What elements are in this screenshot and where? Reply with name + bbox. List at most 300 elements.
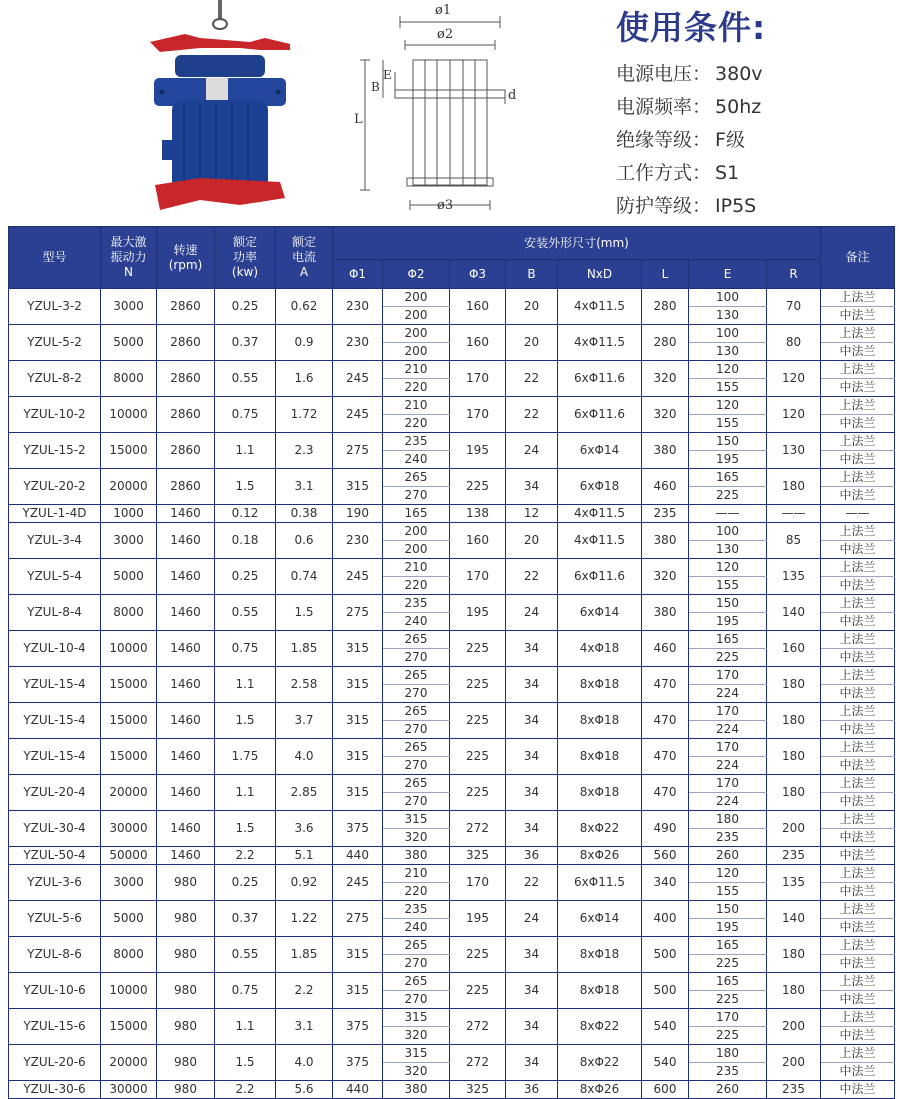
cell-remark: 上法兰 — [821, 631, 895, 649]
cell-l: 460 — [642, 631, 689, 667]
cell-phi1: 315 — [333, 631, 383, 667]
cell-speed: 980 — [157, 901, 215, 937]
force-line2: 振动力 — [110, 250, 147, 264]
cell-phi3: 160 — [450, 289, 506, 325]
cell-model: YZUL-15-2 — [9, 433, 101, 469]
cell-nxd: 4xΦ11.5 — [558, 505, 642, 523]
cell-power: 0.55 — [215, 361, 276, 397]
table-row — [9, 973, 895, 991]
cell-force: 15000 — [101, 739, 157, 775]
cell-b: 34 — [506, 811, 558, 847]
cell-speed: 1460 — [157, 559, 215, 595]
cell-phi2: 220 — [383, 415, 450, 433]
cell-phi2: 380 — [383, 1081, 450, 1099]
cell-nxd: 6xΦ14 — [558, 433, 642, 469]
cell-nxd: 8xΦ18 — [558, 775, 642, 811]
cell-current: 3.7 — [276, 703, 333, 739]
cell-remark: 上法兰 — [821, 703, 895, 721]
power-line2: 功率 — [232, 250, 257, 264]
cell-e: 170 — [689, 667, 767, 685]
cell-force: 5000 — [101, 325, 157, 361]
cell-e: 165 — [689, 469, 767, 487]
cell-force: 20000 — [101, 775, 157, 811]
cell-r: 180 — [767, 775, 821, 811]
cell-phi1: 230 — [333, 325, 383, 361]
cell-model: YZUL-5-2 — [9, 325, 101, 361]
cell-r: 70 — [767, 289, 821, 325]
cell-l: 470 — [642, 703, 689, 739]
cell-remark: 上法兰 — [821, 433, 895, 451]
cell-phi2: 315 — [383, 1045, 450, 1063]
cell-model: YZUL-8-2 — [9, 361, 101, 397]
table-row — [9, 667, 895, 685]
label-phi1: ø1 — [435, 3, 452, 18]
cell-r: 235 — [767, 847, 821, 865]
cell-model: YZUL-10-2 — [9, 397, 101, 433]
cell-phi1: 440 — [333, 1081, 383, 1099]
cell-phi2: 200 — [383, 289, 450, 307]
speed-line1: 转速 — [173, 242, 198, 257]
table-row — [9, 811, 895, 829]
cell-phi1: 315 — [333, 469, 383, 505]
cell-phi2: 380 — [383, 847, 450, 865]
cell-model: YZUL-10-4 — [9, 631, 101, 667]
cell-force: 30000 — [101, 811, 157, 847]
cell-current: 1.5 — [276, 595, 333, 631]
cell-remark: 上法兰 — [821, 559, 895, 577]
cell-model: YZUL-15-4 — [9, 739, 101, 775]
cell-remark: 中法兰 — [821, 721, 895, 739]
cell-phi2: 210 — [383, 865, 450, 883]
cell-phi3: 138 — [450, 505, 506, 523]
cell-nxd: 6xΦ11.5 — [558, 865, 642, 901]
cell-phi3: 170 — [450, 865, 506, 901]
col-model: 型号 — [9, 227, 101, 289]
cell-speed: 2860 — [157, 325, 215, 361]
cell-power: 1.5 — [215, 1045, 276, 1081]
cell-b: 36 — [506, 847, 558, 865]
cell-phi3: 225 — [450, 973, 506, 1009]
cell-current: 5.6 — [276, 1081, 333, 1099]
cell-phi2: 270 — [383, 721, 450, 739]
cell-power: 0.75 — [215, 631, 276, 667]
cell-current: 2.58 — [276, 667, 333, 703]
cell-remark: 中法兰 — [821, 541, 895, 559]
cell-l: 280 — [642, 325, 689, 361]
cell-l: 380 — [642, 523, 689, 559]
cell-b: 22 — [506, 397, 558, 433]
condition-label: 电源频率： — [616, 96, 712, 118]
cell-model: YZUL-10-6 — [9, 973, 101, 1009]
condition-insulation — [616, 124, 900, 157]
cell-r: 180 — [767, 937, 821, 973]
cell-power: 2.2 — [215, 1081, 276, 1099]
cell-r: —— — [767, 505, 821, 523]
cell-remark: 中法兰 — [821, 757, 895, 775]
cell-speed: 2860 — [157, 361, 215, 397]
col-dims-group: 安装外形尺寸(mm) — [333, 227, 821, 260]
cell-b: 36 — [506, 1081, 558, 1099]
cell-phi2: 270 — [383, 649, 450, 667]
table-row — [9, 289, 895, 307]
cell-phi3: 170 — [450, 397, 506, 433]
cell-b: 12 — [506, 505, 558, 523]
table-row — [9, 559, 895, 577]
cell-nxd: 8xΦ26 — [558, 1081, 642, 1099]
cell-force: 8000 — [101, 595, 157, 631]
cell-current: 1.72 — [276, 397, 333, 433]
cell-current: 0.6 — [276, 523, 333, 559]
cell-nxd: 6xΦ18 — [558, 469, 642, 505]
label-phi2: ø2 — [437, 27, 454, 42]
cell-e: 165 — [689, 631, 767, 649]
cell-e: 224 — [689, 721, 767, 739]
cell-r: 180 — [767, 667, 821, 703]
cell-speed: 1460 — [157, 703, 215, 739]
cell-current: 0.9 — [276, 325, 333, 361]
cell-l: 600 — [642, 1081, 689, 1099]
cell-r: 130 — [767, 433, 821, 469]
cell-remark: 上法兰 — [821, 901, 895, 919]
cell-b: 24 — [506, 595, 558, 631]
cell-phi3: 225 — [450, 469, 506, 505]
cell-current: 2.85 — [276, 775, 333, 811]
cell-force: 10000 — [101, 397, 157, 433]
cell-power: 0.55 — [215, 595, 276, 631]
cell-e: 195 — [689, 451, 767, 469]
cell-remark: 中法兰 — [821, 343, 895, 361]
cell-phi2: 220 — [383, 883, 450, 901]
table-row — [9, 937, 895, 955]
cell-l: 380 — [642, 595, 689, 631]
cell-phi2: 235 — [383, 433, 450, 451]
cell-phi2: 240 — [383, 919, 450, 937]
cell-force: 50000 — [101, 847, 157, 865]
cell-phi2: 265 — [383, 775, 450, 793]
cell-phi2: 270 — [383, 991, 450, 1009]
cell-remark: 中法兰 — [821, 793, 895, 811]
cell-current: 3.6 — [276, 811, 333, 847]
cell-phi3: 272 — [450, 811, 506, 847]
table-row — [9, 739, 895, 757]
cell-power: 0.37 — [215, 901, 276, 937]
table-row — [9, 865, 895, 883]
cell-b: 34 — [506, 775, 558, 811]
cell-current: 5.1 — [276, 847, 333, 865]
cell-e: 235 — [689, 829, 767, 847]
table-row — [9, 1009, 895, 1027]
cell-r: 200 — [767, 1009, 821, 1045]
cell-power: 0.75 — [215, 973, 276, 1009]
cell-nxd: 8xΦ22 — [558, 811, 642, 847]
spec-table — [8, 226, 895, 1099]
table-row — [9, 703, 895, 721]
cell-model: YZUL-20-6 — [9, 1045, 101, 1081]
cell-e: 150 — [689, 595, 767, 613]
cell-b: 24 — [506, 901, 558, 937]
cell-power: 2.2 — [215, 847, 276, 865]
cell-phi2: 265 — [383, 937, 450, 955]
cell-r: 120 — [767, 361, 821, 397]
cell-phi1: 315 — [333, 703, 383, 739]
cell-speed: 1460 — [157, 595, 215, 631]
cell-r: 85 — [767, 523, 821, 559]
cell-e: 180 — [689, 811, 767, 829]
cell-e: 155 — [689, 379, 767, 397]
cell-nxd: 8xΦ18 — [558, 937, 642, 973]
cell-phi3: 225 — [450, 937, 506, 973]
cell-model: YZUL-50-4 — [9, 847, 101, 865]
cell-r: 135 — [767, 865, 821, 901]
cell-remark: 中法兰 — [821, 847, 895, 865]
cell-model: YZUL-30-6 — [9, 1081, 101, 1099]
cell-model: YZUL-30-4 — [9, 811, 101, 847]
cell-e: 225 — [689, 649, 767, 667]
col-current — [276, 227, 333, 289]
cell-e: 150 — [689, 901, 767, 919]
cell-remark: 中法兰 — [821, 577, 895, 595]
cell-current: 0.38 — [276, 505, 333, 523]
cell-phi1: 315 — [333, 973, 383, 1009]
cell-e: 165 — [689, 937, 767, 955]
speed-line2: (rpm) — [168, 257, 203, 272]
cell-e: 170 — [689, 1009, 767, 1027]
cell-phi3: 325 — [450, 847, 506, 865]
label-d: d — [508, 88, 517, 103]
cell-power: 1.1 — [215, 1009, 276, 1045]
cell-speed: 1460 — [157, 739, 215, 775]
table-row — [9, 775, 895, 793]
cell-r: 135 — [767, 559, 821, 595]
cell-current: 0.92 — [276, 865, 333, 901]
cell-e: 120 — [689, 865, 767, 883]
cell-phi1: 245 — [333, 559, 383, 595]
cell-e: 120 — [689, 397, 767, 415]
cell-model: YZUL-8-6 — [9, 937, 101, 973]
cell-phi2: 315 — [383, 811, 450, 829]
cell-e: 225 — [689, 991, 767, 1009]
cell-phi1: 275 — [333, 595, 383, 631]
condition-frequency — [616, 91, 900, 124]
cell-r: 180 — [767, 739, 821, 775]
cell-e: 170 — [689, 739, 767, 757]
power-line3: (kw) — [231, 265, 259, 279]
header-row — [9, 227, 895, 260]
condition-value: S1 — [715, 162, 740, 184]
cell-force: 15000 — [101, 667, 157, 703]
cell-phi3: 225 — [450, 667, 506, 703]
cell-remark: 上法兰 — [821, 397, 895, 415]
cell-nxd: 6xΦ11.6 — [558, 361, 642, 397]
cell-b: 34 — [506, 631, 558, 667]
cell-e: 130 — [689, 541, 767, 559]
cell-phi1: 315 — [333, 937, 383, 973]
cell-nxd: 4xΦ18 — [558, 631, 642, 667]
cell-phi1: 245 — [333, 865, 383, 901]
cell-remark: 上法兰 — [821, 973, 895, 991]
spec-table-body — [9, 289, 895, 1099]
cell-l: 470 — [642, 739, 689, 775]
cell-phi3: 195 — [450, 433, 506, 469]
cell-remark: —— — [821, 505, 895, 523]
table-row — [9, 397, 895, 415]
cell-current: 3.1 — [276, 1009, 333, 1045]
cell-l: 500 — [642, 973, 689, 1009]
cell-power: 0.25 — [215, 289, 276, 325]
cell-phi3: 225 — [450, 703, 506, 739]
cell-phi1: 245 — [333, 361, 383, 397]
cell-power: 0.18 — [215, 523, 276, 559]
cell-remark: 中法兰 — [821, 919, 895, 937]
cell-remark: 中法兰 — [821, 685, 895, 703]
col-phi3: Φ3 — [450, 260, 506, 289]
cell-remark: 中法兰 — [821, 883, 895, 901]
cell-remark: 中法兰 — [821, 1027, 895, 1045]
cell-phi3: 160 — [450, 523, 506, 559]
cell-remark: 上法兰 — [821, 667, 895, 685]
cell-b: 22 — [506, 361, 558, 397]
cell-remark: 中法兰 — [821, 991, 895, 1009]
power-line1: 额定 — [232, 235, 257, 249]
table-row — [9, 523, 895, 541]
cell-e: 224 — [689, 793, 767, 811]
cell-e: 150 — [689, 433, 767, 451]
cell-r: 180 — [767, 469, 821, 505]
cell-remark: 上法兰 — [821, 1045, 895, 1063]
cell-l: 235 — [642, 505, 689, 523]
cell-nxd: 8xΦ22 — [558, 1009, 642, 1045]
cell-phi3: 272 — [450, 1009, 506, 1045]
table-row — [9, 1045, 895, 1063]
cell-power: 1.75 — [215, 739, 276, 775]
cell-nxd: 4xΦ11.5 — [558, 523, 642, 559]
cell-force: 8000 — [101, 361, 157, 397]
cell-e: 130 — [689, 343, 767, 361]
cell-speed: 2860 — [157, 289, 215, 325]
cell-speed: 980 — [157, 1045, 215, 1081]
cell-e: 225 — [689, 487, 767, 505]
cell-nxd: 4xΦ11.5 — [558, 325, 642, 361]
cell-r: 180 — [767, 703, 821, 739]
cell-e: 155 — [689, 883, 767, 901]
cell-force: 10000 — [101, 631, 157, 667]
cell-l: 280 — [642, 289, 689, 325]
cell-r: 235 — [767, 1081, 821, 1099]
cell-power: 1.1 — [215, 775, 276, 811]
cell-e: 130 — [689, 307, 767, 325]
col-phi2: Φ2 — [383, 260, 450, 289]
cell-phi3: 225 — [450, 739, 506, 775]
cell-e: —— — [689, 505, 767, 523]
cell-force: 1000 — [101, 505, 157, 523]
cell-l: 460 — [642, 469, 689, 505]
cell-b: 34 — [506, 667, 558, 703]
cell-e: 100 — [689, 289, 767, 307]
cell-e: 100 — [689, 325, 767, 343]
cell-force: 3000 — [101, 289, 157, 325]
cell-e: 165 — [689, 973, 767, 991]
cell-model: YZUL-15-4 — [9, 667, 101, 703]
cell-phi2: 200 — [383, 541, 450, 559]
col-e: E — [689, 260, 767, 289]
condition-label: 绝缘等级： — [616, 129, 712, 151]
cell-phi1: 375 — [333, 1045, 383, 1081]
cell-l: 340 — [642, 865, 689, 901]
cell-speed: 1460 — [157, 811, 215, 847]
cell-model: YZUL-1-4D — [9, 505, 101, 523]
cell-force: 15000 — [101, 703, 157, 739]
cell-phi2: 270 — [383, 487, 450, 505]
condition-label: 防护等级： — [616, 195, 712, 217]
col-l: L — [642, 260, 689, 289]
cell-b: 22 — [506, 559, 558, 595]
cell-power: 0.25 — [215, 865, 276, 901]
cell-remark: 上法兰 — [821, 937, 895, 955]
cell-r: 140 — [767, 901, 821, 937]
cell-l: 320 — [642, 361, 689, 397]
cell-phi2: 220 — [383, 577, 450, 595]
cell-remark: 上法兰 — [821, 865, 895, 883]
cell-b: 20 — [506, 325, 558, 361]
cell-power: 0.55 — [215, 937, 276, 973]
cell-model: YZUL-8-4 — [9, 595, 101, 631]
cell-remark: 中法兰 — [821, 1063, 895, 1081]
cell-l: 490 — [642, 811, 689, 847]
cell-e: 224 — [689, 685, 767, 703]
col-force — [101, 227, 157, 289]
cell-speed: 1460 — [157, 775, 215, 811]
cell-r: 160 — [767, 631, 821, 667]
cell-l: 560 — [642, 847, 689, 865]
cell-phi2: 265 — [383, 739, 450, 757]
cell-remark: 中法兰 — [821, 1081, 895, 1099]
cell-phi1: 315 — [333, 667, 383, 703]
cell-remark: 中法兰 — [821, 955, 895, 973]
col-nxd: NxD — [558, 260, 642, 289]
cell-nxd: 6xΦ14 — [558, 901, 642, 937]
cell-phi3: 272 — [450, 1045, 506, 1081]
cell-phi2: 240 — [383, 613, 450, 631]
cell-force: 5000 — [101, 901, 157, 937]
cell-l: 380 — [642, 433, 689, 469]
cell-remark: 上法兰 — [821, 739, 895, 757]
cell-force: 5000 — [101, 559, 157, 595]
cell-l: 540 — [642, 1045, 689, 1081]
cell-phi1: 375 — [333, 1009, 383, 1045]
cell-nxd: 6xΦ11.6 — [558, 397, 642, 433]
label-b: B — [371, 80, 380, 94]
cell-phi3: 225 — [450, 775, 506, 811]
cell-current: 2.3 — [276, 433, 333, 469]
cell-b: 20 — [506, 289, 558, 325]
condition-value: 50hz — [715, 96, 762, 118]
cell-remark: 上法兰 — [821, 523, 895, 541]
cell-force: 8000 — [101, 937, 157, 973]
condition-label: 工作方式： — [616, 162, 712, 184]
cell-power: 1.1 — [215, 667, 276, 703]
cell-phi2: 240 — [383, 451, 450, 469]
cell-power: 0.12 — [215, 505, 276, 523]
conditions-title: 使用条件: — [616, 8, 767, 47]
cell-e: 195 — [689, 613, 767, 631]
cell-b: 34 — [506, 469, 558, 505]
dimension-drawing — [345, 0, 525, 220]
cell-b: 22 — [506, 865, 558, 901]
col-speed — [157, 227, 215, 289]
cell-force: 15000 — [101, 1009, 157, 1045]
cell-remark: 中法兰 — [821, 613, 895, 631]
cell-l: 400 — [642, 901, 689, 937]
